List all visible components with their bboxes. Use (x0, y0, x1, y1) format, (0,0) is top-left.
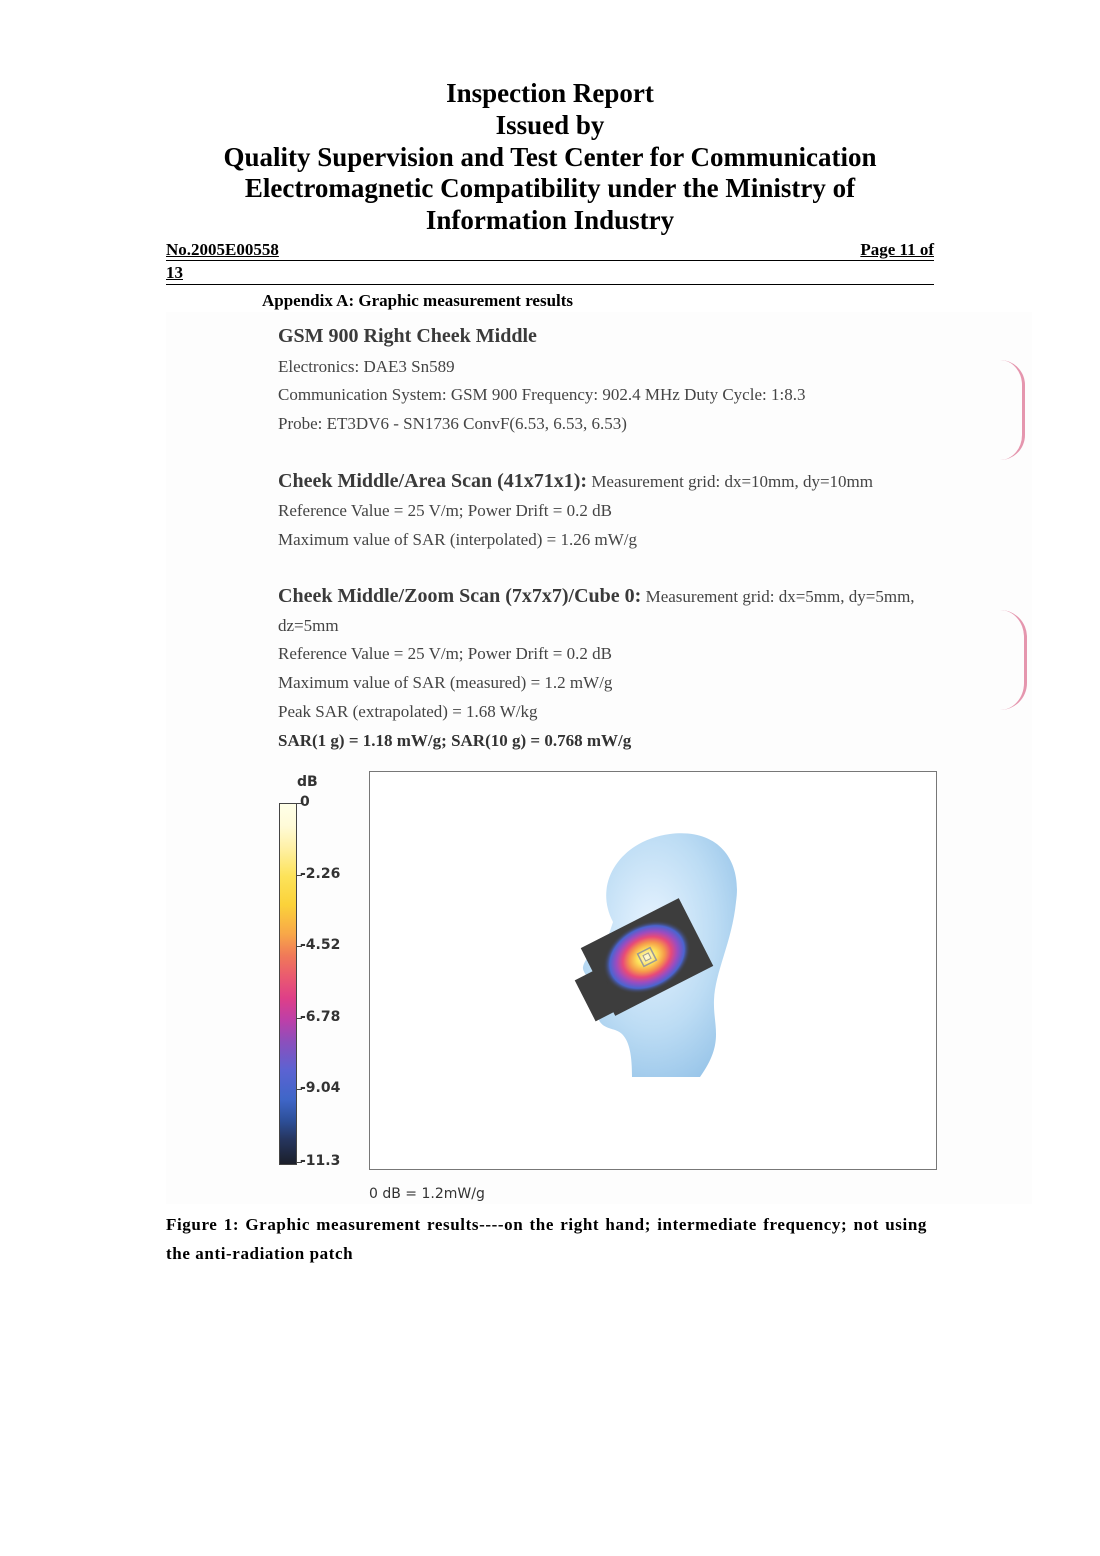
zoom-scan-title: Cheek Middle/Zoom Scan (7x7x7)/Cube 0: (278, 585, 642, 607)
title-line-2: Issued by (495, 109, 605, 140)
title-line-1: Inspection Report (446, 78, 654, 108)
colorbar-tick-label: 0 (300, 794, 310, 810)
title-line-4: Electromagnetic Compatibility under the Ministry of (244, 173, 856, 204)
area-scan-heading-line (278, 470, 873, 493)
colorbar-tick-label: -11.3 (300, 1153, 341, 1169)
page-label: Page 11 of (860, 240, 934, 259)
plot-scale-caption: 0 dB = 1.2mW/g (369, 1186, 485, 1202)
title-line-3: Quality Supervision and Test Center for Communication (223, 141, 877, 172)
comm-system-line: Communication System: GSM 900 Frequency: 902.4 MHz Duty Cycle: 1:8.3 (278, 385, 806, 404)
colorbar-tick-label: -2.26 (300, 866, 341, 882)
report-title (0, 78, 1100, 237)
probe-line: Probe: ET3DV6 - SN1736 ConvF(6.53, 6.53, 6.53) (278, 414, 627, 433)
zoom-scan-max-sar: Maximum value of SAR (measured) = 1.2 mW/g (278, 673, 613, 692)
header-divider (166, 284, 934, 285)
electronics-line: Electronics: DAE3 Sn589 (278, 357, 455, 376)
sar-summary: SAR(1 g) = 1.18 mW/g; SAR(10 g) = 0.768 mW/g (278, 731, 632, 750)
figure-caption: Figure 1: Graphic measurement results----on the right hand; intermediate frequency; not using the anti-radiation patch (166, 1215, 927, 1263)
page-total: 13 (166, 263, 183, 282)
area-scan-grid: Measurement grid: dx=10mm, dy=10mm (591, 472, 874, 491)
report-number: No.2005E00558 (166, 240, 279, 259)
colorbar-tick-label: -9.04 (300, 1080, 341, 1096)
area-scan-reference: Reference Value = 25 V/m; Power Drift = 0.2 dB (278, 501, 612, 520)
appendix-title: Appendix A: Graphic measurement results (262, 291, 574, 310)
colorbar-unit: dB (297, 774, 318, 790)
report-header-row (166, 240, 934, 261)
title-line-5: Information Industry (425, 205, 675, 236)
colorbar-tick-label: -4.52 (300, 937, 341, 953)
stamp-mark-top (1000, 360, 1025, 460)
zoom-scan-grid: Measurement grid: dx=5mm, dy=5mm, (645, 587, 915, 606)
zoom-scan-grid-cont: dz=5mm (278, 616, 339, 635)
area-scan-title: Cheek Middle/Area Scan (41x71x1): (278, 470, 588, 492)
zoom-scan-reference: Reference Value = 25 V/m; Power Drift = 0.2 dB (278, 644, 612, 663)
colorbar (279, 803, 297, 1165)
stamp-mark-bottom (1000, 610, 1027, 710)
sar-head-plot (370, 772, 936, 1169)
zoom-scan-heading-line (278, 585, 915, 608)
measurement-heading: GSM 900 Right Cheek Middle (278, 325, 537, 347)
area-scan-max-sar: Maximum value of SAR (interpolated) = 1.26 mW/g (278, 530, 637, 549)
sar-plot-frame (369, 771, 937, 1170)
colorbar-tick-label: -6.78 (300, 1009, 341, 1025)
zoom-scan-peak-sar: Peak SAR (extrapolated) = 1.68 W/kg (278, 702, 538, 721)
